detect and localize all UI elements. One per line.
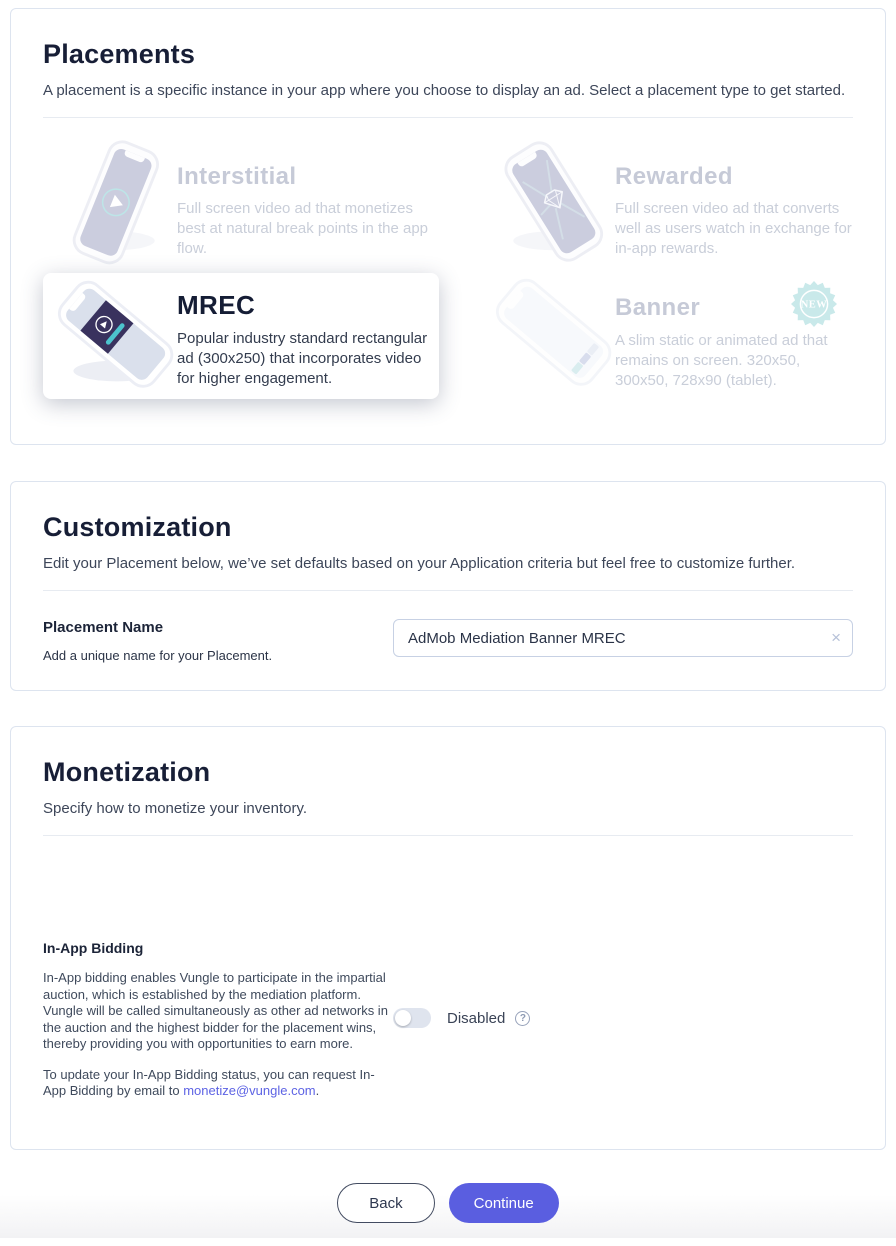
banner-title: Banner — [615, 294, 701, 322]
customization-title: Customization — [43, 512, 232, 542]
monetization-card — [10, 726, 886, 1150]
continue-button[interactable]: Continue — [449, 1183, 559, 1223]
note-text-after: . — [315, 1083, 320, 1098]
monetization-subtitle: Specify how to monetize your inventory. — [43, 800, 308, 817]
in-app-bidding-toggle[interactable] — [393, 1008, 431, 1028]
new-badge-icon — [791, 281, 837, 327]
placement-name-helper: Add a unique name for your Placement. — [43, 648, 273, 663]
placement-option-banner[interactable] — [481, 273, 853, 399]
in-app-bidding-status: Disabled — [447, 1009, 506, 1027]
divider — [43, 117, 853, 118]
help-icon[interactable]: ? — [515, 1011, 530, 1026]
in-app-bidding-note — [43, 1067, 393, 1100]
back-button[interactable]: Back — [337, 1183, 434, 1223]
placement-option-rewarded[interactable] — [481, 142, 853, 259]
rewarded-phone-icon — [493, 150, 613, 254]
customization-subtitle: Edit your Placement below, we’ve set defaults based on your Application criteria but feel free to customize further. — [43, 555, 796, 572]
placement-options-grid — [43, 142, 853, 399]
mrec-title: MREC — [177, 290, 256, 321]
placement-name-label: Placement Name — [43, 619, 164, 636]
divider — [43, 835, 853, 836]
in-app-bidding-row — [43, 940, 853, 1100]
placement-name-field-row — [43, 619, 853, 663]
placements-card — [10, 8, 886, 445]
rewarded-description: Full screen video ad that converts well as users watch in exchange for in-app rewards. — [615, 200, 852, 258]
clear-input-icon[interactable]: × — [831, 628, 841, 648]
monetize-email-link[interactable]: monetize@vungle.com — [183, 1083, 316, 1098]
footer-actions — [0, 1183, 896, 1223]
note-text-before: To update your In-App Bidding status, you can request In-App Bidding by email to — [43, 1066, 375, 1098]
in-app-bidding-description: In-App bidding enables Vungle to participate in the impartial auction, which is established by the mediation platform. Vungle will be called simultaneously as other ad networks in the auction and the highest bidder for the placement wins, thereby providing you with opportunities to earn more. — [43, 970, 388, 1051]
interstitial-phone-icon — [55, 150, 175, 254]
placement-name-input[interactable] — [393, 619, 853, 657]
interstitial-description: Full screen video ad that monetizes best at natural break points in the app flow. — [177, 200, 429, 258]
divider — [43, 590, 853, 591]
banner-phone-icon — [493, 281, 613, 385]
interstitial-title: Interstitial — [177, 163, 297, 190]
rewarded-title: Rewarded — [615, 163, 733, 190]
svg-text:NEW: NEW — [800, 300, 828, 312]
placements-title: Placements — [43, 39, 196, 69]
customization-card — [10, 481, 886, 691]
toggle-knob — [395, 1010, 411, 1026]
placement-option-interstitial[interactable] — [43, 142, 439, 259]
mrec-phone-icon — [55, 283, 175, 387]
monetization-title: Monetization — [43, 757, 211, 787]
banner-description: A slim static or animated ad that remains on screen. 320x50, 300x50, 728x90 (tablet). — [615, 331, 828, 389]
mrec-description: Popular industry standard rectangular ad (300x250) that incorporates video for higher engagement. — [177, 329, 428, 387]
in-app-bidding-label: In-App Bidding — [43, 940, 144, 956]
placement-option-mrec[interactable] — [43, 273, 439, 399]
placements-subtitle: A placement is a specific instance in your app where you choose to display an ad. Select a placement type to get started. — [43, 82, 846, 99]
